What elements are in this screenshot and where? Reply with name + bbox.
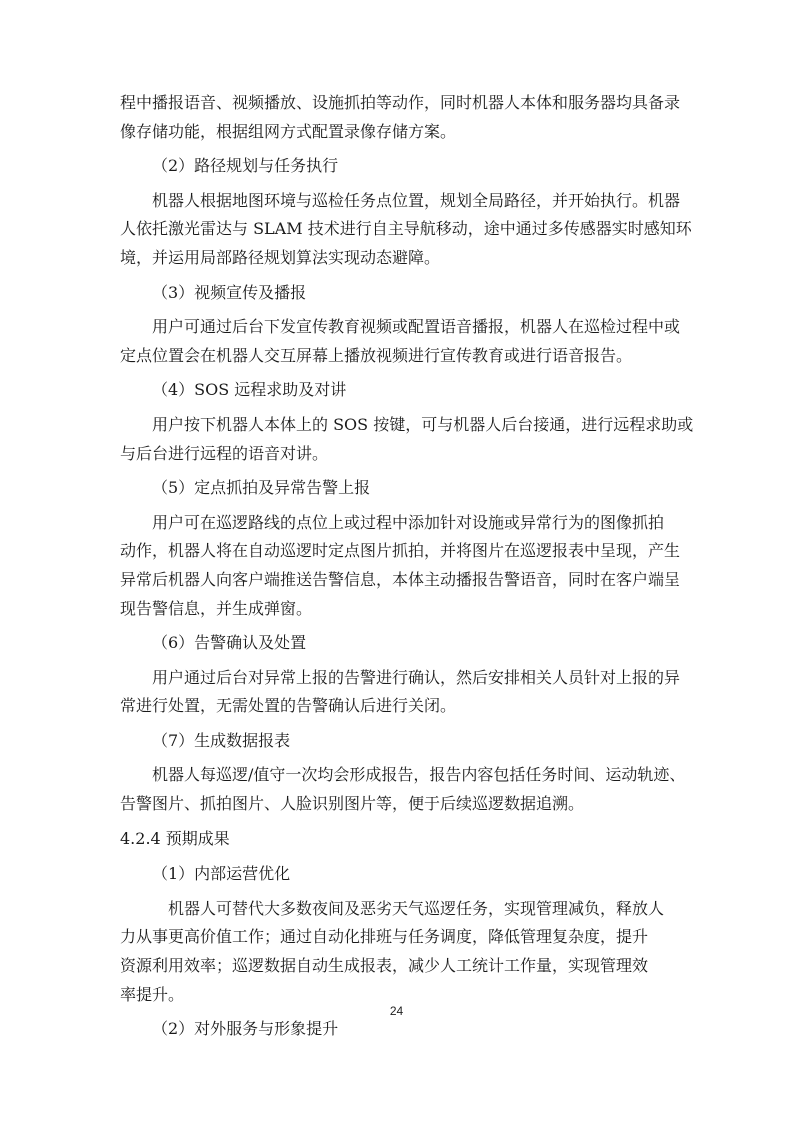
outcome-heading-external: （2）对外服务与形象提升	[152, 1019, 339, 1039]
paragraph-line: 用户可通过后台下发宣传教育视频或配置语音播报，机器人在巡检过程中或	[152, 317, 681, 337]
paragraph-line: 机器人可替代大多数夜间及恶劣天气巡逻任务，实现管理减负，释放人	[168, 898, 665, 918]
item-paragraph-alarm-confirm	[120, 664, 680, 721]
outcome-paragraph-internal	[120, 895, 680, 1009]
paragraph-line: 境，并运用局部路径规划算法实现动态避障。	[120, 247, 441, 267]
paragraph-line: 人依托激光雷达与 SLAM 技术进行自主导航移动，途中通过多传感器实时感知环	[120, 219, 692, 239]
paragraph-line: 机器人每巡逻/值守一次均会形成报告，报告内容包括任务时间、运动轨迹、	[152, 765, 686, 785]
paragraph-line: 与后台进行远程的语音对讲。	[120, 443, 329, 463]
item-paragraph-sos	[120, 411, 694, 468]
item-heading-video-broadcast: （3）视频宣传及播报	[152, 282, 307, 302]
paragraph-line: 异常后机器人向客户端推送告警信息，本体主动播报告警语音，同时在客户端呈	[120, 569, 681, 589]
paragraph-line: 定点位置会在机器人交互屏幕上播放视频进行宣传教育或进行语音报告。	[120, 345, 633, 365]
paragraph-line: 力从事更高价值工作；通过自动化排班与任务调度，降低管理复杂度，提升	[120, 927, 649, 947]
paragraph-line: 机器人根据地图环境与巡检任务点位置，规划全局路径，并开始执行。机器	[152, 190, 681, 210]
item-paragraph-report	[120, 761, 686, 818]
item-paragraph-video-broadcast	[120, 313, 680, 370]
paragraph-line: 用户按下机器人本体上的 SOS 按键，可与机器人后台接通，进行远程求助或	[152, 414, 694, 434]
paragraph-line: 像存储功能，根据组网方式配置录像存储方案。	[120, 121, 457, 141]
page-body	[120, 89, 694, 1050]
item-paragraph-route-planning	[120, 187, 692, 273]
paragraph-line: 程中播报语音、视频播放、设施抓拍等动作，同时机器人本体和服务器均具备录	[120, 93, 681, 112]
paragraph-line: 常进行处置，无需处置的告警确认后进行关闭。	[120, 696, 457, 716]
outcome-heading-internal: （1）内部运营优化	[152, 864, 291, 884]
item-heading-alarm-confirm: （6）告警确认及处置	[152, 633, 307, 653]
paragraph-line: 现告警信息，并生成弹窗。	[120, 598, 313, 618]
paragraph-line: 用户通过后台对异常上报的告警进行确认，然后安排相关人员针对上报的异	[152, 667, 681, 687]
paragraph-line: 率提升。	[120, 984, 185, 1004]
item-heading-report: （7）生成数据报表	[152, 730, 291, 750]
paragraph-line: 用户可在巡逻路线的点位上或过程中添加针对设施或异常行为的图像抓拍	[152, 512, 665, 532]
section-heading: 4.2.4 预期成果	[120, 828, 230, 848]
item-paragraph-snapshot-alarm	[120, 509, 680, 623]
intro-paragraph	[120, 89, 680, 146]
page-number: 24	[389, 1004, 404, 1018]
paragraph-line: 资源利用效率；巡逻数据自动生成报表，减少人工统计工作量，实现管理效	[120, 956, 649, 976]
item-heading-route-planning: （2）路径规划与任务执行	[152, 156, 339, 176]
paragraph-line: 告警图片、抓拍图片、人脸识别图片等，便于后续巡逻数据追溯。	[120, 794, 585, 814]
item-heading-sos: （4）SOS 远程求助及对讲	[152, 380, 347, 400]
paragraph-line: 动作，机器人将在自动巡逻时定点图片抓拍，并将图片在巡逻报表中呈现，产生	[120, 541, 681, 561]
item-heading-snapshot-alarm: （5）定点抓拍及异常告警上报	[152, 478, 371, 498]
